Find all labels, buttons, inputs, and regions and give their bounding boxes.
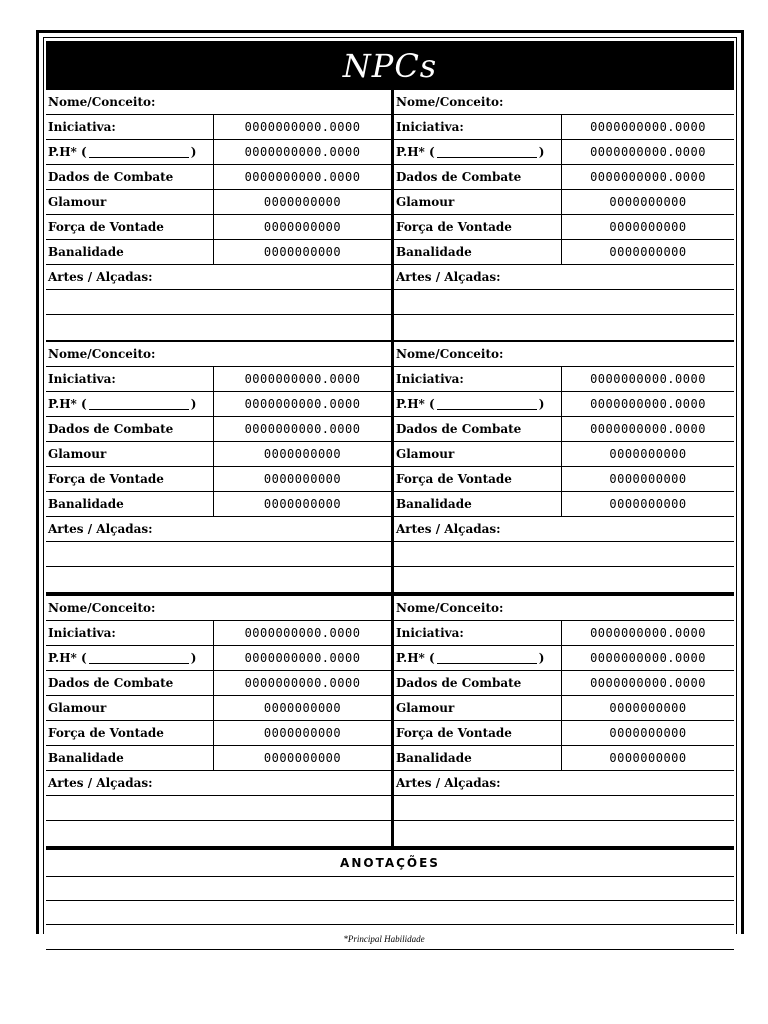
notes-line[interactable] (46, 901, 734, 925)
notes-heading: ANOTAÇÕES (46, 850, 734, 877)
stat-label-text: P.H* ( (48, 145, 87, 159)
stat-value[interactable]: 0000000000 (263, 447, 342, 461)
name-concept-field[interactable] (394, 90, 734, 115)
stat-label-text: Força de Vontade (396, 220, 512, 234)
stat-label (394, 165, 562, 189)
stat-label-text: P.H* ( (48, 651, 87, 665)
name-concept-label: Nome/Conceito: (396, 601, 504, 615)
arts-line[interactable] (46, 567, 391, 592)
stat-row (394, 696, 734, 721)
stat-cells (46, 140, 391, 164)
arts-label: Artes / Alçadas: (48, 270, 153, 284)
stat-value[interactable]: 0000000000 (263, 751, 342, 765)
stat-label-suffix: ) (190, 145, 197, 159)
stat-value[interactable]: 0000000000 (609, 220, 687, 234)
stat-value[interactable]: 0000000000 (609, 751, 687, 765)
stat-value[interactable]: 0000000000 (609, 447, 687, 461)
stat-label (394, 240, 562, 264)
stat-value[interactable]: 0000000000.0000 (590, 372, 706, 386)
arts-line[interactable] (394, 542, 734, 567)
stat-label-text: Iniciativa: (48, 120, 116, 134)
stat-row (394, 671, 734, 696)
stat-row (46, 492, 391, 517)
stat-label-text: Glamour (48, 447, 107, 461)
stat-cells (394, 417, 734, 441)
stat-row (46, 417, 391, 442)
stat-value[interactable]: 0000000000 (609, 472, 687, 486)
npc-card (391, 596, 734, 846)
stat-value[interactable]: 0000000000.0000 (244, 372, 361, 386)
ph-blank-field[interactable] (437, 147, 537, 158)
footnote: *Principal Habilidade (343, 934, 425, 944)
notes-line[interactable] (46, 877, 734, 901)
stat-cells (394, 746, 734, 770)
stat-label (46, 646, 214, 670)
stat-label-suffix: ) (190, 397, 197, 411)
stat-row (394, 467, 734, 492)
stat-value[interactable]: 0000000000.0000 (244, 145, 361, 159)
stat-cells (46, 165, 391, 189)
stat-label (394, 190, 562, 214)
stat-value[interactable]: 0000000000.0000 (590, 145, 706, 159)
ph-blank-field[interactable] (89, 147, 189, 158)
stat-value[interactable]: 0000000000 (263, 220, 342, 234)
arts-field[interactable] (394, 771, 734, 796)
stat-label-text: Força de Vontade (48, 726, 164, 740)
arts-line[interactable] (394, 796, 734, 821)
stat-label-text: Dados de Combate (396, 676, 522, 690)
stat-value[interactable]: 0000000000.0000 (244, 676, 361, 690)
stat-label-text: Iniciativa: (396, 372, 464, 386)
name-concept-label: Nome/Conceito: (48, 347, 156, 361)
name-concept-label: Nome/Conceito: (396, 347, 504, 361)
stat-cells (394, 671, 734, 695)
arts-line[interactable] (394, 290, 734, 315)
stat-label-text: Banalidade (396, 497, 472, 511)
stat-label (46, 392, 214, 416)
stat-label-text: Glamour (48, 701, 107, 715)
stat-cells (394, 215, 734, 239)
stat-label (46, 671, 214, 695)
stat-label (394, 417, 562, 441)
stat-row (46, 442, 391, 467)
stat-row (394, 215, 734, 240)
stat-label-text: Glamour (48, 195, 107, 209)
stat-label (46, 492, 214, 516)
stat-value[interactable]: 0000000000.0000 (244, 170, 361, 184)
stat-row (394, 240, 734, 265)
stat-label (394, 621, 562, 645)
stat-label (394, 671, 562, 695)
stat-label-suffix: ) (190, 651, 197, 665)
stat-label-text: Dados de Combate (396, 422, 522, 436)
stat-row (46, 671, 391, 696)
stat-cells (394, 115, 734, 139)
ph-blank-field[interactable] (89, 399, 189, 410)
arts-label: Artes / Alçadas: (396, 776, 501, 790)
stat-label (394, 696, 562, 720)
stat-row (394, 646, 734, 671)
stat-label-text: P.H* ( (396, 651, 435, 665)
stat-cells (46, 721, 391, 745)
stat-label (46, 367, 214, 391)
arts-label: Artes / Alçadas: (48, 776, 153, 790)
stat-label (46, 215, 214, 239)
sheet-frame (36, 30, 744, 934)
stat-value[interactable]: 0000000000 (263, 701, 342, 715)
stat-value[interactable]: 0000000000 (263, 245, 342, 259)
stat-value[interactable]: 0000000000.0000 (590, 120, 706, 134)
stat-row (46, 721, 391, 746)
stat-cells (46, 492, 391, 516)
page-title: NPCs (46, 41, 734, 90)
stat-value[interactable]: 0000000000 (263, 726, 342, 740)
stat-cells (46, 115, 391, 139)
stat-label (394, 721, 562, 745)
stat-label-text: Iniciativa: (396, 626, 464, 640)
stat-row (46, 367, 391, 392)
name-concept-label: Nome/Conceito: (396, 95, 504, 109)
stat-value[interactable]: 0000000000.0000 (244, 626, 361, 640)
stat-cells (46, 392, 391, 416)
stat-row (394, 746, 734, 771)
ph-blank-field[interactable] (89, 653, 189, 664)
stat-row (394, 417, 734, 442)
arts-line[interactable] (46, 796, 391, 821)
npc-grid (46, 90, 734, 950)
stat-label (394, 215, 562, 239)
stat-value[interactable]: 0000000000 (609, 726, 687, 740)
stat-value[interactable]: 0000000000 (609, 195, 687, 209)
arts-line[interactable] (46, 315, 391, 340)
name-concept-field[interactable] (394, 342, 734, 367)
npc-card (46, 596, 391, 846)
stat-label (46, 467, 214, 491)
stat-row (46, 140, 391, 165)
stat-label-text: Dados de Combate (48, 422, 174, 436)
stat-cells (46, 646, 391, 670)
stat-row (46, 115, 391, 140)
stat-row (394, 190, 734, 215)
stat-value[interactable]: 0000000000.0000 (590, 651, 706, 665)
stat-label-text: Banalidade (396, 245, 472, 259)
stat-cells (46, 671, 391, 695)
stat-label-text: Iniciativa: (48, 372, 116, 386)
stat-value[interactable]: 0000000000.0000 (244, 397, 361, 411)
stat-label (46, 442, 214, 466)
stat-value[interactable]: 0000000000 (609, 497, 687, 511)
stat-cells (394, 140, 734, 164)
name-concept-label: Nome/Conceito: (48, 601, 156, 615)
stat-cells (46, 467, 391, 491)
stat-row (394, 442, 734, 467)
stat-cells (46, 696, 391, 720)
stat-value[interactable]: 0000000000.0000 (590, 397, 706, 411)
npc-row-2 (46, 342, 734, 596)
stat-label-text: P.H* ( (48, 397, 87, 411)
stat-value[interactable]: 0000000000.0000 (244, 422, 361, 436)
npc-row-1 (46, 90, 734, 342)
stat-cells (394, 392, 734, 416)
stat-label (46, 240, 214, 264)
stat-label-text: P.H* ( (396, 397, 435, 411)
stat-label (394, 392, 562, 416)
ph-blank-field[interactable] (437, 653, 537, 664)
stat-label-text: Dados de Combate (48, 170, 174, 184)
arts-field[interactable] (46, 517, 391, 542)
stat-label-text: Iniciativa: (48, 626, 116, 640)
stat-label-text: Banalidade (48, 751, 124, 765)
arts-line[interactable] (394, 821, 734, 846)
stat-cells (46, 367, 391, 391)
stat-value[interactable]: 0000000000.0000 (590, 626, 706, 640)
name-concept-label: Nome/Conceito: (48, 95, 156, 109)
arts-label: Artes / Alçadas: (396, 522, 501, 536)
stat-label (394, 646, 562, 670)
stat-cells (46, 240, 391, 264)
stat-row (394, 165, 734, 190)
stat-label-text: Banalidade (48, 497, 124, 511)
arts-field[interactable] (46, 771, 391, 796)
stat-label-suffix: ) (538, 397, 545, 411)
arts-field[interactable] (394, 265, 734, 290)
stat-value[interactable]: 0000000000 (263, 497, 342, 511)
stat-row (394, 367, 734, 392)
stat-row (394, 115, 734, 140)
stat-value[interactable]: 0000000000 (609, 245, 687, 259)
stat-row (394, 621, 734, 646)
stat-cells (394, 367, 734, 391)
stat-row (394, 392, 734, 417)
stat-cells (394, 190, 734, 214)
arts-line[interactable] (46, 290, 391, 315)
stat-label-text: Força de Vontade (396, 472, 512, 486)
stat-label-text: Banalidade (396, 751, 472, 765)
name-concept-field[interactable] (46, 596, 391, 621)
stat-label-text: Força de Vontade (396, 726, 512, 740)
stat-row (46, 240, 391, 265)
stat-row (46, 646, 391, 671)
stat-row (394, 721, 734, 746)
stat-value[interactable]: 0000000000 (609, 701, 687, 715)
arts-field[interactable] (46, 265, 391, 290)
arts-line[interactable] (394, 315, 734, 340)
stat-cells (394, 696, 734, 720)
stat-cells (46, 417, 391, 441)
stat-label-suffix: ) (538, 651, 545, 665)
stat-row (46, 746, 391, 771)
stat-cells (46, 190, 391, 214)
stat-value[interactable]: 0000000000.0000 (244, 651, 361, 665)
stat-cells (394, 621, 734, 645)
stat-label (46, 417, 214, 441)
npc-card (391, 342, 734, 592)
stat-label (394, 492, 562, 516)
stat-value[interactable]: 0000000000.0000 (244, 120, 361, 134)
stat-label (394, 367, 562, 391)
stat-row (46, 165, 391, 190)
stat-cells (394, 646, 734, 670)
arts-line[interactable] (394, 567, 734, 592)
stat-cells (394, 165, 734, 189)
npc-card (391, 90, 734, 340)
stat-label (394, 442, 562, 466)
stat-row (46, 190, 391, 215)
stat-row (46, 392, 391, 417)
arts-line[interactable] (46, 542, 391, 567)
stat-label-text: Iniciativa: (396, 120, 464, 134)
arts-field[interactable] (394, 517, 734, 542)
stat-label (46, 621, 214, 645)
stat-label (394, 115, 562, 139)
stat-label (46, 190, 214, 214)
stat-value[interactable]: 0000000000 (263, 472, 342, 486)
ph-blank-field[interactable] (437, 399, 537, 410)
stat-row (46, 467, 391, 492)
stat-row (46, 621, 391, 646)
stat-label-text: Dados de Combate (48, 676, 174, 690)
stat-label-text: P.H* ( (396, 145, 435, 159)
stat-label-text: Banalidade (48, 245, 124, 259)
stat-cells (46, 215, 391, 239)
arts-line[interactable] (46, 821, 391, 846)
stat-label (394, 140, 562, 164)
stat-label-text: Força de Vontade (48, 472, 164, 486)
stat-cells (394, 467, 734, 491)
arts-label: Artes / Alçadas: (48, 522, 153, 536)
stat-cells (46, 746, 391, 770)
stat-label (46, 165, 214, 189)
arts-label: Artes / Alçadas: (396, 270, 501, 284)
npc-card (46, 342, 391, 592)
stat-cells (46, 442, 391, 466)
stat-row (46, 696, 391, 721)
stat-label-text: Dados de Combate (396, 170, 522, 184)
stat-label-text: Glamour (396, 195, 455, 209)
npc-card (46, 90, 391, 340)
stat-row (46, 215, 391, 240)
stat-value[interactable]: 0000000000.0000 (590, 170, 706, 184)
stat-label-text: Glamour (396, 701, 455, 715)
stat-label (394, 746, 562, 770)
stat-value[interactable]: 0000000000 (263, 195, 342, 209)
stat-label (46, 746, 214, 770)
name-concept-field[interactable] (394, 596, 734, 621)
stat-cells (394, 721, 734, 745)
stat-value[interactable]: 0000000000.0000 (590, 676, 706, 690)
stat-cells (394, 492, 734, 516)
npc-row-3 (46, 596, 734, 850)
stat-cells (394, 240, 734, 264)
name-concept-field[interactable] (46, 90, 391, 115)
stat-label-text: Força de Vontade (48, 220, 164, 234)
stat-row (394, 492, 734, 517)
stat-cells (46, 621, 391, 645)
stat-label (46, 115, 214, 139)
stat-label-suffix: ) (538, 145, 545, 159)
stat-label (46, 140, 214, 164)
stat-cells (394, 442, 734, 466)
stat-label (46, 721, 214, 745)
stat-row (394, 140, 734, 165)
name-concept-field[interactable] (46, 342, 391, 367)
stat-label (46, 696, 214, 720)
stat-value[interactable]: 0000000000.0000 (590, 422, 706, 436)
stat-label (394, 467, 562, 491)
stat-label-text: Glamour (396, 447, 455, 461)
